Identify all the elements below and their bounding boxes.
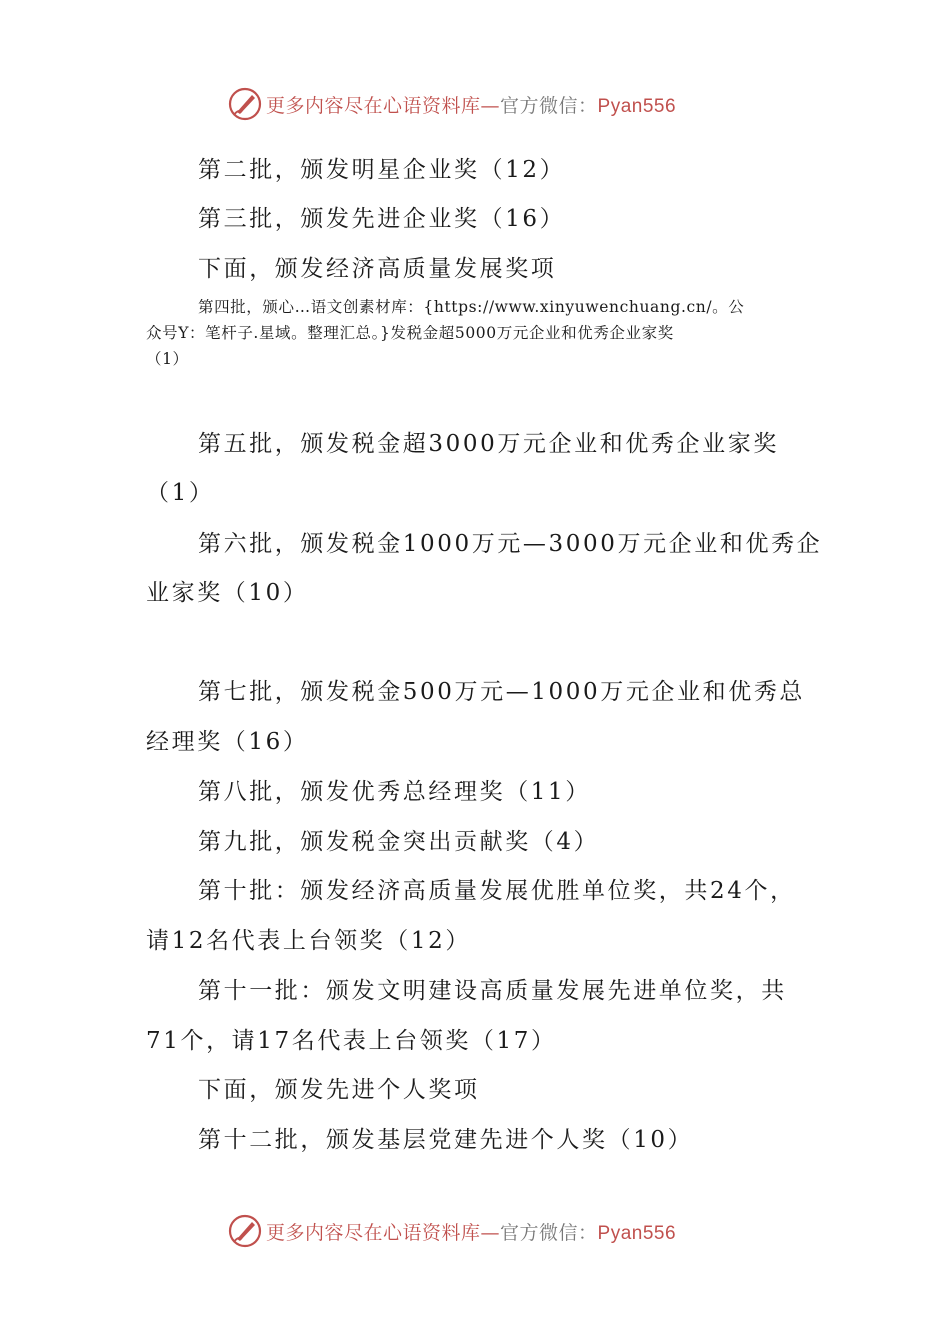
banner-wechat-label: 官方微信： [500, 1221, 598, 1244]
paragraph-line: 第十一批：颁发文明建设高质量发展先进单位奖，共 [198, 978, 787, 1004]
paragraph-line: 请12名代表上台领奖（12） [146, 928, 471, 954]
small-line: 众号Y：笔杆子.星域。整理汇总。}发税金超5000万元企业和优秀企业家奖 [146, 324, 674, 342]
banner-dash: — [480, 94, 501, 117]
watermark-paragraph [146, 294, 806, 372]
paragraph-line: 第十批：颁发经济高质量发展优胜单位奖，共24个， [198, 878, 796, 904]
banner-main-text: 更多内容尽在心语资料库 [266, 1221, 481, 1244]
banner-text [266, 91, 676, 118]
banner-main-text: 更多内容尽在心语资料库 [266, 94, 481, 117]
paragraph-line: 第五批，颁发税金超3000万元企业和优秀企业家奖 [198, 431, 779, 457]
paragraph-line: 第二批，颁发明星企业奖（12） [198, 157, 566, 183]
paragraph-line: 第十二批，颁发基层党建先进个人奖（10） [198, 1127, 694, 1153]
small-line: （1） [146, 350, 189, 368]
pen-logo-icon [228, 1214, 262, 1248]
paragraph-line: 第八批，颁发优秀总经理奖（11） [198, 779, 591, 805]
banner-text [266, 1218, 676, 1245]
paragraph-line: 71个，请17名代表上台领奖（17） [146, 1028, 557, 1054]
paragraph-line: 第九批，颁发税金突出贡献奖（4） [198, 829, 600, 855]
banner-wechat-id: Pyan556 [597, 1222, 677, 1244]
pen-logo-icon [228, 87, 262, 121]
paragraph-line: 第三批，颁发先进企业奖（16） [198, 206, 566, 232]
banner-dash: — [480, 1221, 501, 1244]
paragraph-line: 下面，颁发经济高质量发展奖项 [198, 256, 557, 282]
paragraph-line: 第七批，颁发税金500万元—1000万元企业和优秀总 [198, 679, 806, 705]
banner-wechat-id: Pyan556 [597, 95, 677, 117]
paragraph-line: 经理奖（16） [146, 729, 309, 755]
banner-wechat-label: 官方微信： [500, 94, 598, 117]
paragraph-line: 下面，颁发先进个人奖项 [198, 1077, 480, 1103]
paragraph-line: 第六批，颁发税金1000万元—3000万元企业和优秀企 [198, 531, 823, 557]
small-line: 第四批，颁心…语文创素材库：{https://www.xinyuwenchuang.cn/。公 [198, 298, 745, 316]
paragraph-line: （1） [146, 480, 215, 506]
header-banner [228, 84, 788, 124]
paragraph-line: 业家奖（10） [146, 580, 309, 606]
footer-banner [228, 1211, 788, 1251]
